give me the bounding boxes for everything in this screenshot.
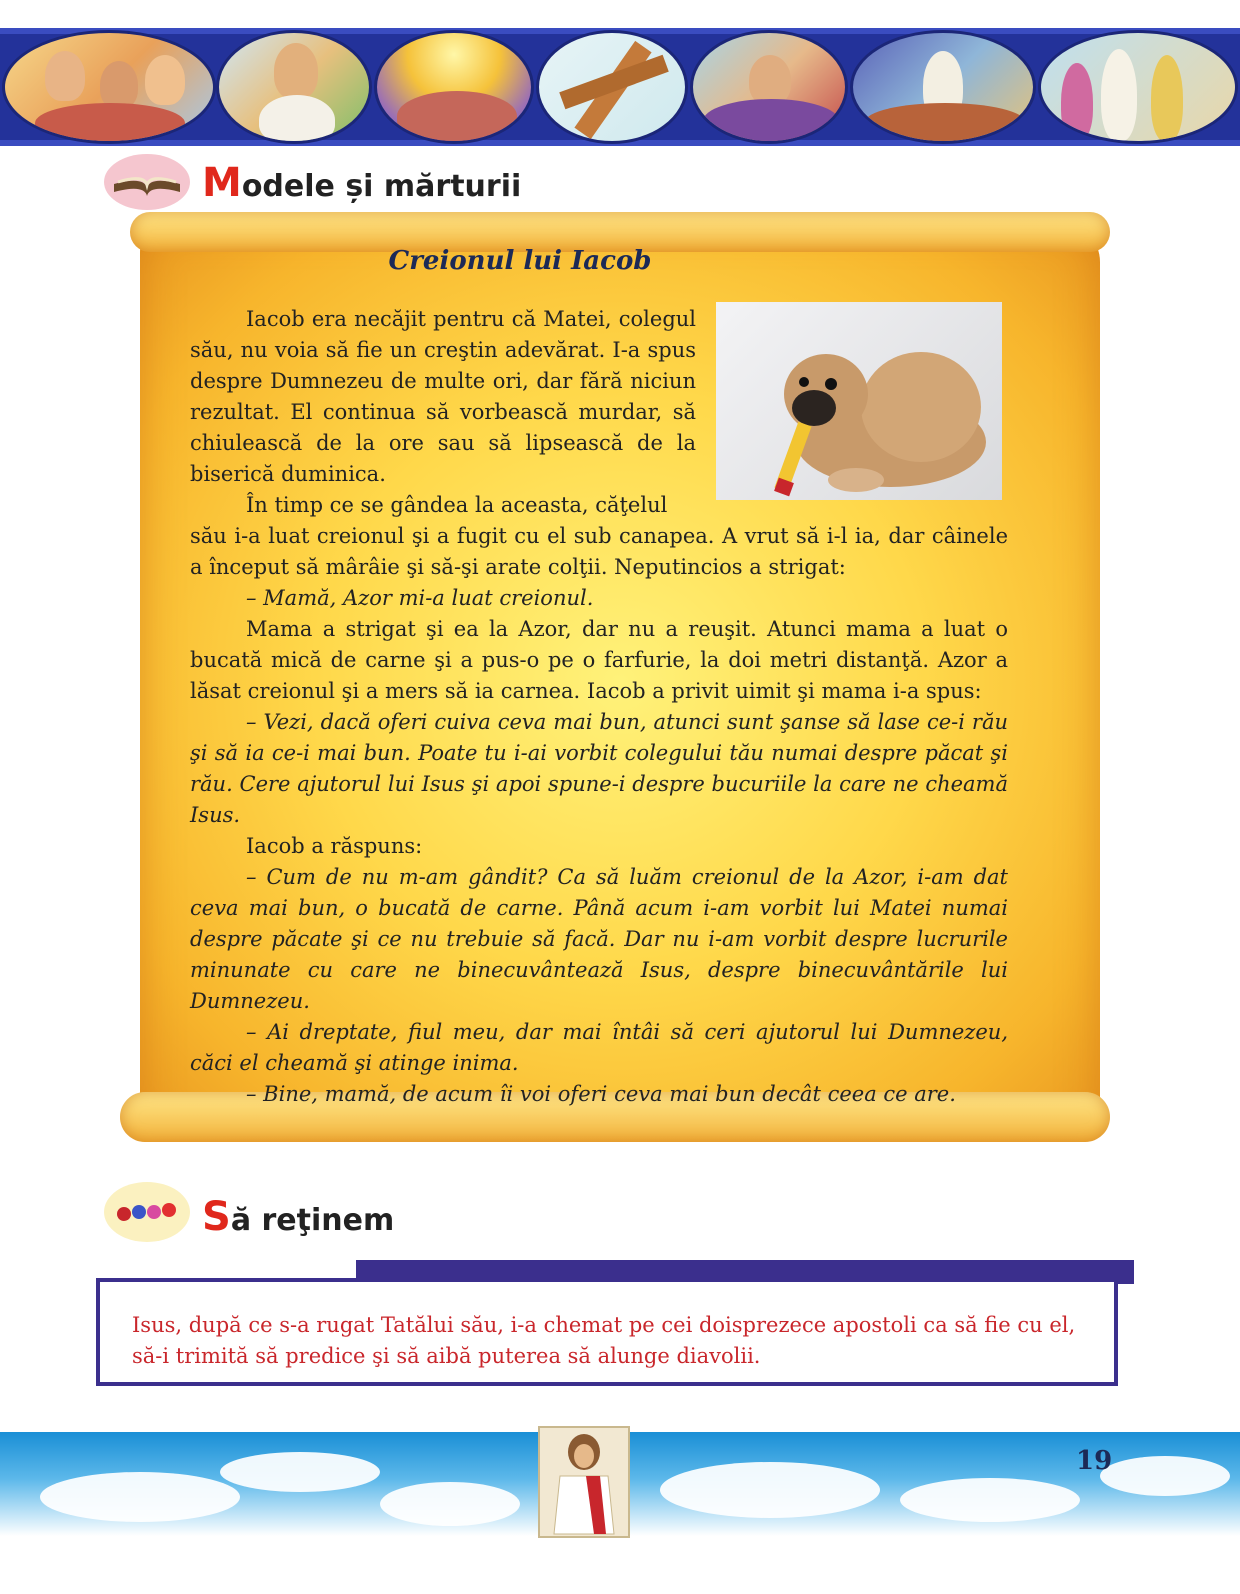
figure-face (100, 61, 138, 109)
figure-face (749, 55, 791, 105)
story-dialogue: – Bine, mamă, de acum îi voi oferi ceva mai bun decât ceea ce are. (246, 1082, 956, 1106)
book-section-icon-bg (104, 154, 190, 210)
figure-clothes (703, 99, 839, 143)
story-dialogue: – Cum de nu m-am gândit? Ca să luăm creionul de la Azor, i-am dat ceva mai bun, o bucată de carne. Până acum i-am vorbit lui Matei numai despre păcate şi ce nu trebuie să facă. Dar nu i-am vorbit despre lucrurile minunate cu care ne binecuvântează Isus, despre binecuvântările lui Dumnezeu. (190, 865, 1008, 1013)
pug-dog-image (716, 302, 1002, 500)
beads-section-icon-bg (104, 1182, 190, 1242)
figure-robe (1101, 49, 1137, 141)
top-illustration-banner (0, 28, 1240, 146)
figure-face (145, 55, 185, 105)
cloud (40, 1472, 240, 1522)
cloud (900, 1478, 1080, 1522)
figure-clothes (35, 103, 185, 143)
figure-face (45, 51, 85, 101)
cloud (220, 1452, 380, 1492)
section-title-retinem (202, 1194, 394, 1240)
cloud (660, 1462, 880, 1518)
story-title: Creionul lui Iacob (388, 246, 652, 276)
banner-medallion-last-supper (690, 30, 848, 144)
figure-robe (1151, 55, 1183, 141)
page-number: 19 (1076, 1446, 1113, 1476)
colored-beads-icon (104, 1182, 190, 1242)
story-paragraph: Iacob era necăjit pentru că Matei, colegul său, nu voia să fie un creştin adevărat. I-a spus despre Dumnezeu de multe ori, dar fără niciun rezultat. El continua să vorbească murdar, să chiulească de la ore sau să lipsească de la biserică duminica. (190, 307, 696, 486)
section-title-capital: M (202, 160, 242, 206)
jesus-footer-image (538, 1426, 630, 1538)
story-paragraph: său i-a luat creionul şi a fugit cu el sub canapea. A vrut să i-l ia, dar câinele a început să mârâie şi să-şi arate colţii. Neputincios a strigat: (190, 524, 1008, 579)
section-title-capital: S (202, 1194, 231, 1240)
section-title-rest: ă reţinem (230, 1203, 395, 1238)
section-title-modele (202, 160, 521, 206)
retinem-box-corner (1118, 1260, 1134, 1284)
story-paragraph: Iacob a răspuns: (246, 834, 423, 858)
retinem-text: Isus, după ce s-a rugat Tatălui său, i-a chemat pe cei doisprezece apostoli ca să fie cu el, să-i trimită să predice şi să aibă puterea să alunge diavolii. (132, 1313, 1076, 1368)
banner-medallion-walking (1038, 30, 1238, 144)
jesus-figure-icon (540, 1428, 628, 1536)
pug-with-pencil-photo (716, 302, 1002, 500)
story-dialogue: – Vezi, dacă oferi cuiva ceva mai bun, atunci sunt şanse să lase ce-i rău şi să ia ce-i mai bun. Poate tu i-ai vorbit colegului tău numai despre păcat şi rău. Cere ajutorul lui Isus şi apoi spune-i despre bucuriile la care ne cheamă Isus. (190, 710, 1008, 827)
banner-medallion-storm (850, 30, 1036, 144)
open-book-icon (104, 154, 190, 210)
banner-medallion-family (2, 30, 216, 144)
banner-medallion-jesus-children (216, 30, 372, 144)
retinem-box-top-bar (356, 1260, 1134, 1280)
banner-medallion-crowd (374, 30, 534, 144)
figure-crowd (865, 103, 1025, 141)
figure-face (274, 43, 318, 99)
story-dialogue: – Ai dreptate, fiul meu, dar mai întâi să ceri ajutorul lui Dumnezeu, căci el cheamă şi atinge inima. (190, 1020, 1008, 1075)
story-paragraph: În timp ce se gândea la aceasta, căţelul (246, 493, 668, 517)
section-title-rest: odele și mărturii (241, 169, 522, 204)
story-dialogue: – Mamă, Azor mi-a luat creionul. (246, 586, 594, 610)
story-paragraph: Mama a strigat şi ea la Azor, dar nu a reuşit. Atunci mama a luat o bucată mică de carne şi a pus-o pe o farfurie, la doi metri distanţă. Azor a lăsat creionul şi a mers să ia carnea. Iacob a privit uimit şi mama i-a spus: (190, 617, 1008, 703)
figure-crowd (397, 91, 517, 141)
figure-robe (259, 95, 335, 144)
banner-medallion-cross (536, 30, 688, 144)
figure-robe (1061, 63, 1093, 141)
cloud (380, 1482, 520, 1526)
cloud (1100, 1456, 1230, 1496)
